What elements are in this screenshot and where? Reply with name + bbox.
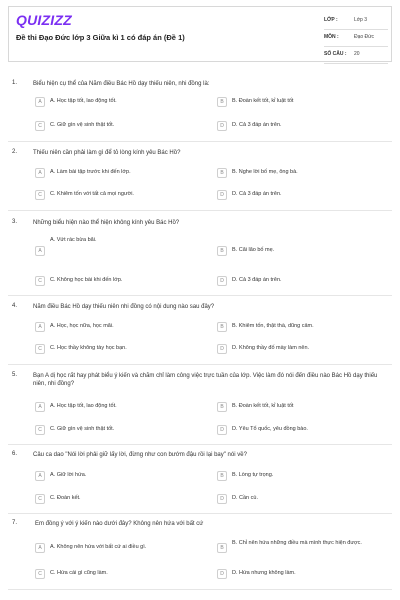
meta-label: LỚP : <box>324 17 338 23</box>
option-text: A. Vứt rác bừa bãi. <box>50 237 97 243</box>
divider <box>8 513 392 514</box>
option-letter-badge: A <box>35 246 45 256</box>
page-title: Đề thi Đạo Đức lớp 3 Giữa kì 1 có đáp án (Đề 1) <box>16 33 185 42</box>
option-letter-badge: A <box>35 402 45 412</box>
option-text: A. Giữ lời hứa. <box>50 472 87 478</box>
question-number: 2. <box>12 149 18 155</box>
question-text: Những biểu hiện nào thể hiện không kính yêu Bác Hồ? <box>33 220 180 226</box>
option-letter-badge: D <box>217 276 227 286</box>
option-letter-badge: D <box>217 569 227 579</box>
option-text: C. Giữ gìn vệ sinh thật tốt. <box>50 426 115 432</box>
option-text: D. Cả 3 đáp án trên. <box>232 191 282 197</box>
option-letter-badge: D <box>217 494 227 504</box>
option-letter-badge: A <box>35 97 45 107</box>
option-text: B. Cãi lão bố mẹ. <box>232 247 275 253</box>
question-text: Bạn A dị học rất hay phát biểu ý kiến và chăm chỉ làm công việc trực tuần của lớp. Việc làm đó nói đến điều nào Bác Hồ dạy thiếu niên, nhi đồng? <box>33 373 378 387</box>
option-text: C. Không học bài khi đến lớp. <box>50 277 123 283</box>
option-letter-badge: C <box>35 121 45 131</box>
question-text: Biểu hiện cụ thể của Năm điều Bác Hồ dạy thiếu niên, nhi đồng là: <box>33 81 210 87</box>
option-text: B. Lòng tự trọng. <box>232 472 274 478</box>
option-text: A. Học tập tốt, lao động tốt. <box>50 403 117 409</box>
option-letter-badge: C <box>35 569 45 579</box>
option-letter-badge: C <box>35 190 45 200</box>
option-text: B. Đoàn kết tốt, kỉ luật tốt <box>232 98 294 104</box>
option-letter-badge: D <box>217 121 227 131</box>
option-text: B. Nghe lời bố mẹ, ông bà. <box>232 169 298 175</box>
question-number: 5. <box>12 372 18 378</box>
option-text: A. Học, học nữa, học mãi. <box>50 323 114 329</box>
option-text: C. Hứa cái gì cũng làm. <box>50 570 108 576</box>
question-number: 3. <box>12 219 18 225</box>
meta-row-class <box>324 15 388 30</box>
option-letter-badge: A <box>35 471 45 481</box>
option-text: B. Khiêm tốn, thật thà, dũng cảm. <box>232 323 314 329</box>
meta-label: MÔN : <box>324 34 339 40</box>
exam-header <box>8 6 392 62</box>
option-text: D. Cả 3 đáp án trên. <box>232 277 282 283</box>
option-letter-badge: B <box>217 402 227 412</box>
question-number: 1. <box>12 80 18 86</box>
option-text: B. Chỉ nên hứa những điều mà mình thực hiện được. <box>232 540 362 546</box>
meta-label: SỐ CÂU : <box>324 51 347 57</box>
option-text: A. Học tập tốt, lao động tốt. <box>50 98 117 104</box>
meta-row-subject <box>324 32 388 47</box>
option-letter-badge: A <box>35 168 45 178</box>
option-text: D. Cả 3 đáp án trên. <box>232 122 282 128</box>
option-letter-badge: C <box>35 425 45 435</box>
option-letter-badge: B <box>217 322 227 332</box>
option-letter-badge: B <box>217 246 227 256</box>
divider <box>8 364 392 365</box>
divider <box>8 210 392 211</box>
option-letter-badge: C <box>35 494 45 504</box>
option-letter-badge: A <box>35 543 45 553</box>
option-letter-badge: B <box>217 543 227 553</box>
question-number: 6. <box>12 451 18 457</box>
question-text: Em đồng ý với ý kiến nào dưới đây? Không nên hứa với bất cứ <box>35 521 204 527</box>
option-text: D. Yêu Tổ quốc, yêu đồng bào. <box>232 426 308 432</box>
meta-value: 20 <box>354 51 360 57</box>
option-letter-badge: B <box>217 168 227 178</box>
option-text: B. Đoàn kết tốt, kỉ luật tốt <box>232 403 294 409</box>
option-text: A. Làm bài tập trước khi đến lớp. <box>50 169 131 175</box>
exam-meta <box>324 15 388 66</box>
option-letter-badge: C <box>35 276 45 286</box>
option-letter-badge: B <box>217 97 227 107</box>
divider <box>8 589 392 590</box>
divider <box>8 141 392 142</box>
option-text: D. Hứa nhưng không làm. <box>232 570 296 576</box>
question-text: Năm điều Bác Hồ dạy thiếu niên nhi đồng có nội dung nào sau đây? <box>33 304 215 310</box>
question-text: Thiếu niên cần phải làm gì để tỏ lòng kính yêu Bác Hồ? <box>33 150 181 156</box>
option-text: C. Khiêm tốn với tất cả mọi người. <box>50 191 134 197</box>
meta-row-count <box>324 49 388 64</box>
divider <box>8 295 392 296</box>
question-text: Câu ca dao "Nói lời phải giữ lấy lời, đừng như con bướm đậu rồi lại bay" nói về? <box>33 452 247 458</box>
option-text: C. Học thầy không tày học bạn. <box>50 345 127 351</box>
divider <box>8 444 392 445</box>
question-number: 4. <box>12 303 18 309</box>
question-number: 7. <box>12 520 18 526</box>
quizizz-logo: QUIZIZZ <box>16 12 72 28</box>
option-letter-badge: D <box>217 425 227 435</box>
meta-value: Đạo Đức <box>354 34 375 40</box>
option-letter-badge: C <box>35 344 45 354</box>
meta-value: Lớp 3 <box>354 17 368 23</box>
option-letter-badge: A <box>35 322 45 332</box>
option-letter-badge: D <box>217 190 227 200</box>
option-text: D. Cần cù. <box>232 495 258 501</box>
option-text: C. Giữ gìn vệ sinh thật tốt. <box>50 122 115 128</box>
option-text: C. Đoàn kết. <box>50 495 81 501</box>
option-letter-badge: B <box>217 471 227 481</box>
option-text: D. Không thầy đố mày làm nên. <box>232 345 310 351</box>
option-text: A. Không nên hứa với bất cứ ai điều gì. <box>50 544 147 550</box>
option-letter-badge: D <box>217 344 227 354</box>
